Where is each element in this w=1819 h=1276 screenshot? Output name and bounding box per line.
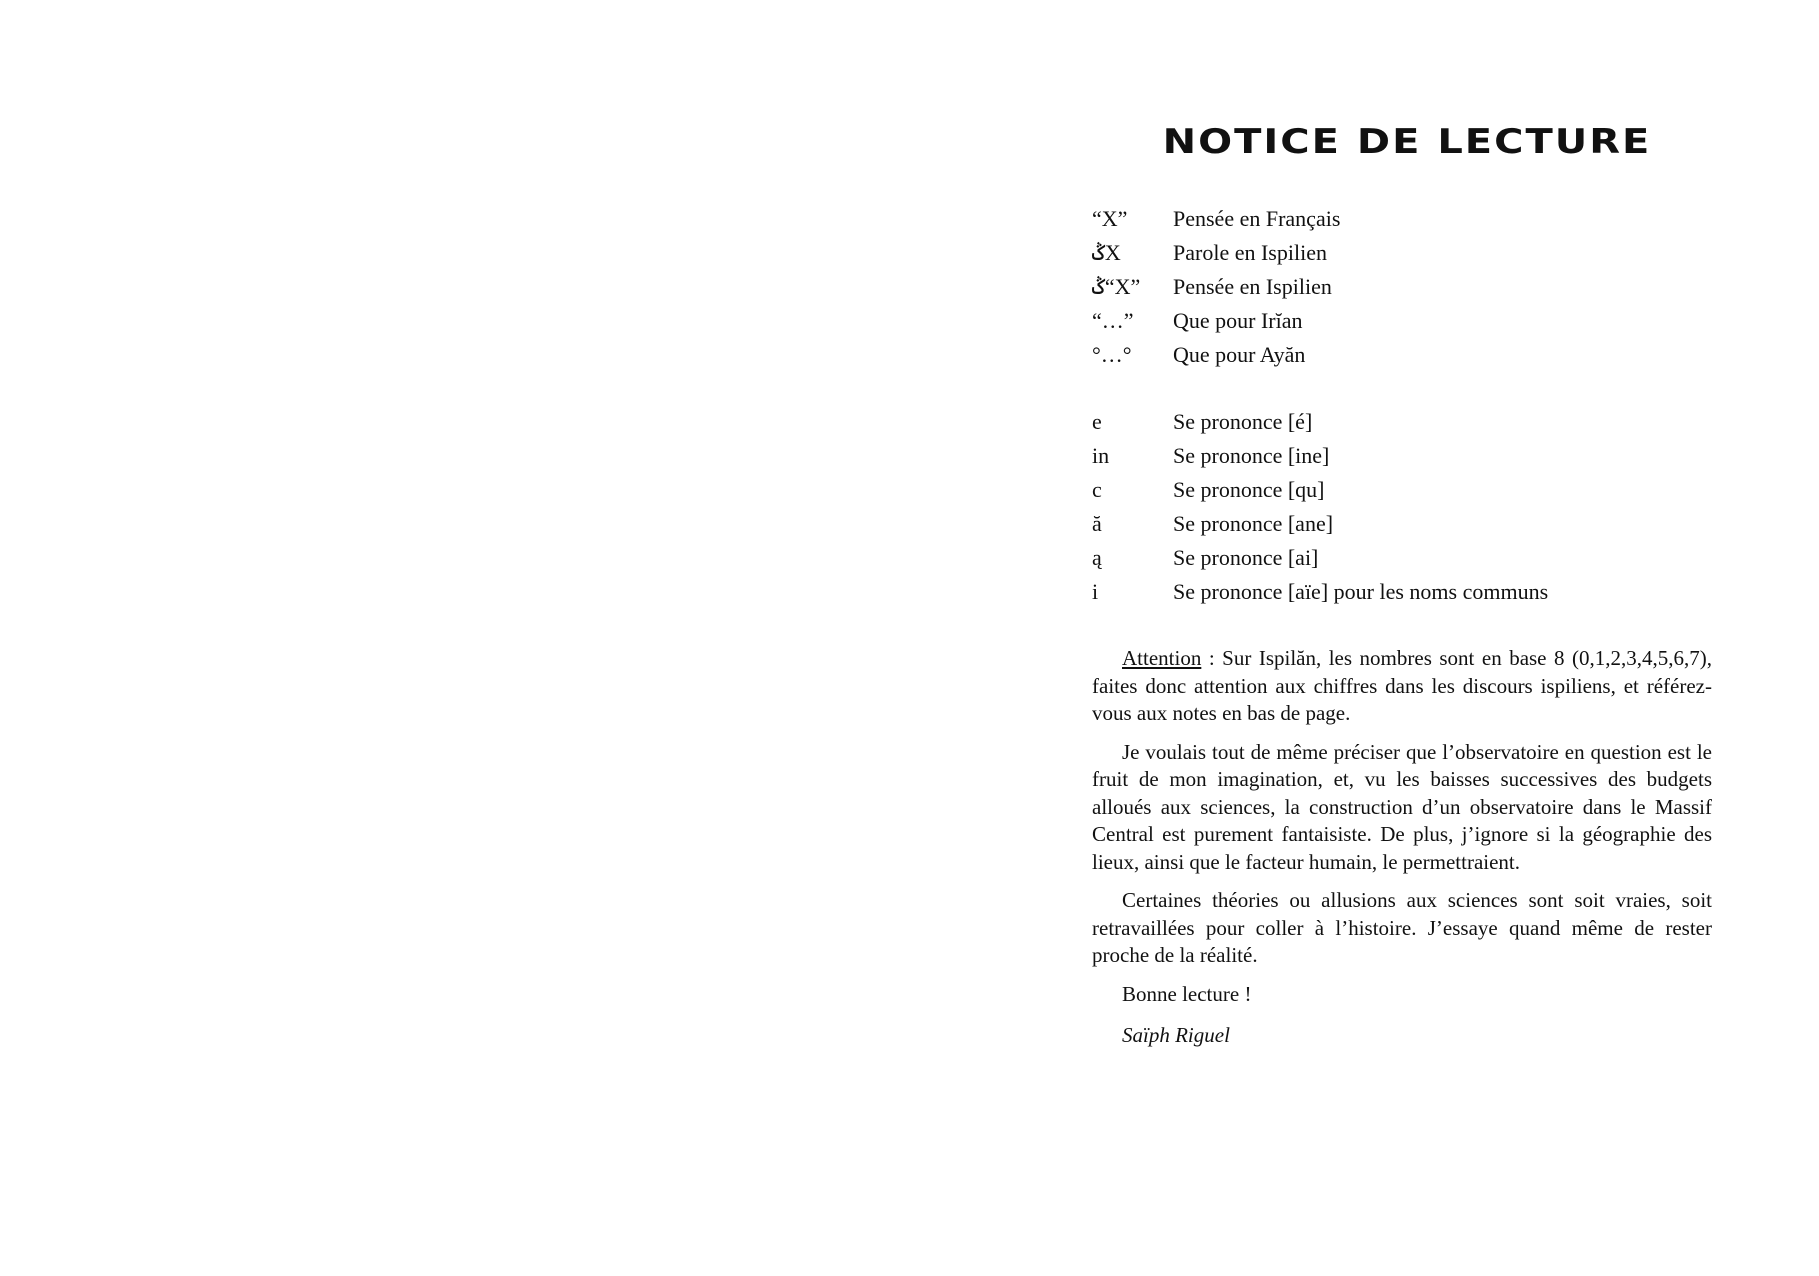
legend-description: Se prononce [ine] — [1173, 443, 1330, 468]
legend-symbol: ą — [1092, 545, 1102, 570]
legend-spacer — [1092, 372, 1712, 405]
legend-symbol: “X” — [1092, 206, 1128, 231]
legend-symbol: in — [1092, 443, 1110, 468]
legend-row — [1092, 338, 1712, 372]
legend-description: Que pour Ayăn — [1173, 342, 1306, 367]
legend-symbol: ݣX — [1092, 240, 1121, 265]
legend-description: Se prononce [aïe] pour les noms communs — [1173, 579, 1549, 604]
legend-description: Pensée en Français — [1173, 206, 1341, 231]
attention-paragraph — [1092, 645, 1712, 728]
legend-description: Que pour Irĭan — [1173, 308, 1303, 333]
legend-row — [1092, 439, 1712, 473]
legend-description: Se prononce [é] — [1173, 409, 1313, 434]
page-title: NOTICE DE LECTURE — [1162, 122, 1652, 162]
legend-row — [1092, 507, 1712, 541]
legend-row — [1092, 202, 1712, 236]
reading-legend — [1092, 202, 1712, 609]
legend-row — [1092, 236, 1712, 270]
legend-description: Se prononce [qu] — [1173, 477, 1325, 502]
legend-description: Se prononce [ai] — [1173, 545, 1319, 570]
attention-text: : Sur Ispilăn, les nombres sont en base 8 (0,1,2,3,4,5,6,7), faites donc attention aux chiffres dans les discours ispiliens, et référez-vous aux notes en bas de page. — [1092, 646, 1712, 725]
legend-row — [1092, 541, 1712, 575]
observatory-paragraph: Je voulais tout de même préciser que l’observatoire en question est le fruit de mon imagination, et, vu les baisses successives des budgets alloués aux sciences, la construction d’un observatoire dans le Massif Central est purement fantaisiste. De plus, j’ignore si la géographie des lieux, ainsi que le facteur humain, le permettraient. — [1092, 739, 1712, 874]
legend-row — [1092, 575, 1712, 609]
right-page — [1092, 0, 1712, 1276]
author-signature: Saïph Riguel — [1122, 1023, 1230, 1047]
closing-line: Bonne lecture ! — [1122, 981, 1252, 1006]
attention-label: Attention — [1122, 646, 1202, 670]
legend-symbol: ݣ“X” — [1092, 274, 1141, 299]
legend-symbol: “…” — [1092, 308, 1134, 333]
legend-symbol: c — [1092, 477, 1102, 502]
legend-description: Se prononce [ane] — [1173, 511, 1334, 536]
legend-description: Pensée en Ispilien — [1173, 274, 1332, 299]
legend-row — [1092, 270, 1712, 304]
notice-body — [1092, 645, 1712, 1061]
legend-row — [1092, 304, 1712, 338]
theories-paragraph: Certaines théories ou allusions aux sciences sont soit vraies, soit retravaillées pour coller à l’histoire. J’essaye quand même de rester proche de la réalité. — [1092, 888, 1712, 967]
legend-description: Parole en Ispilien — [1173, 240, 1327, 265]
legend-symbol: e — [1092, 409, 1102, 434]
legend-row — [1092, 405, 1712, 439]
legend-symbol: °…° — [1092, 342, 1132, 367]
legend-row — [1092, 473, 1712, 507]
legend-symbol: ă — [1092, 511, 1102, 536]
legend-symbol: i — [1092, 579, 1099, 604]
